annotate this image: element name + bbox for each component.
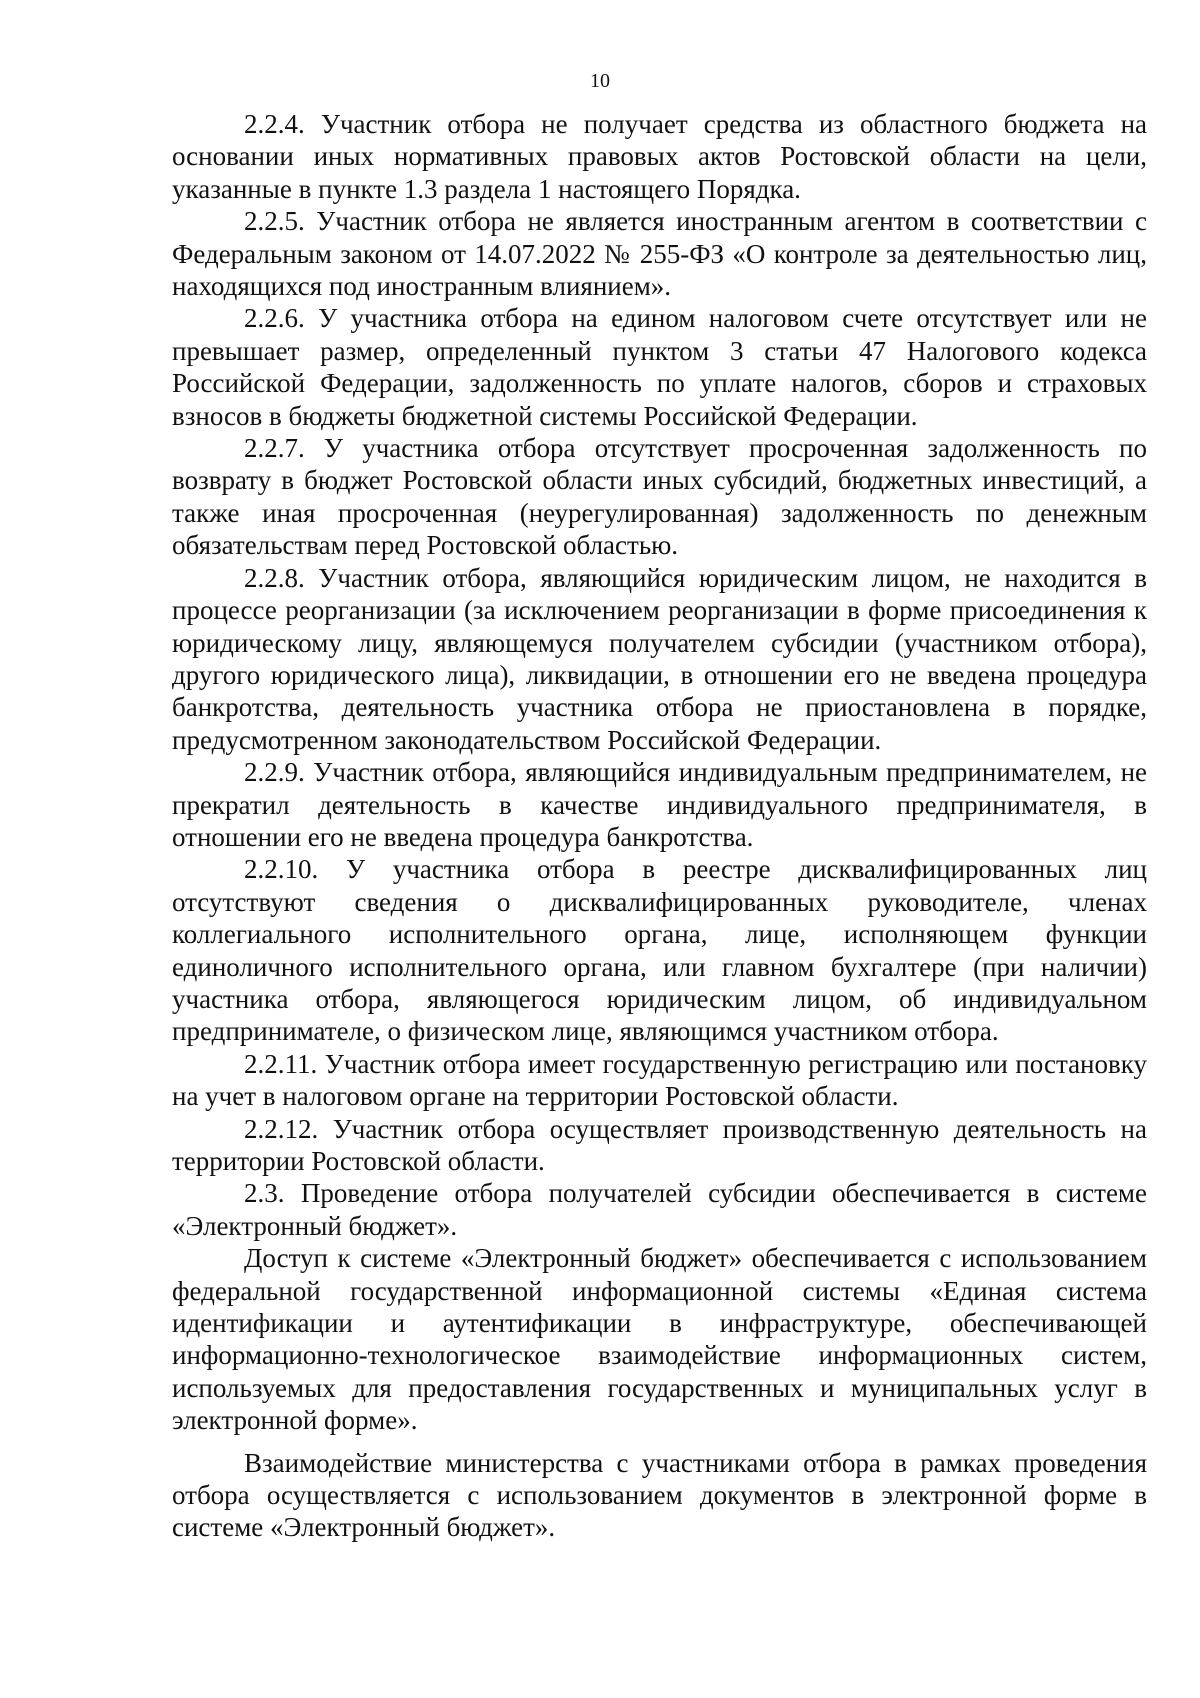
page-number: 10 (590, 70, 610, 92)
paragraph-2-2-8: 2.2.8. Участник отбора, являющийся юридическим лицом, не находится в процессе реорганизации (за исключением реорганизации в форме присоединения к юридическому лицу, являющемуся получателем субсидии (участником отбора), другого юридического лица), ликвидации, в отношении его не введена процедура банкротства, деятельность участника отбора не приостановлена в порядке, предусмотренном законодательством Российской Федерации. (172, 562, 1147, 755)
paragraph-2-2-4: 2.2.4. Участник отбора не получает средства из областного бюджета на основании иных нормативных правовых актов Ростовской области на цели, указанные в пункте 1.3 раздела 1 настоящего Порядка. (172, 109, 1147, 204)
paragraph-2-2-11: 2.2.11. Участник отбора имеет государственную регистрацию или постановку на учет в налоговом органе на территории Ростовской области. (172, 1048, 1147, 1112)
document-body (172, 108, 1147, 1544)
paragraph-2-2-10: 2.2.10. У участника отбора в реестре дисквалифицированных лиц отсутствуют сведения о дисквалифицированных руководителе, членах коллегиального исполнительного органа, лице, исполняющем функции единоличного исполнительного органа, или главном бухгалтере (при наличии) участника отбора, являющегося юридическим лицом, об индивидуальном предпринимателе, о физическом лице, являющимся участником отбора. (172, 854, 1147, 1047)
paragraph-2-2-5: 2.2.5. Участник отбора не является иностранным агентом в соответствии с Федеральным законом от 14.07.2022 № 255-ФЗ «О контроле за деятельностью лиц, находящихся под иностранным влиянием». (172, 206, 1147, 302)
paragraph-2-2-9: 2.2.9. Участник отбора, являющийся индивидуальным предпринимателем, не прекратил деятельность в качестве индивидуального предпринимателя, в отношении его не введена процедура банкротства. (172, 757, 1147, 852)
paragraph-2-2-12: 2.2.12. Участник отбора осуществляет производственную деятельность на территории Ростовской области. (172, 1113, 1147, 1176)
paragraph-access: Доступ к системе «Электронный бюджет» обеспечивается с использованием федеральной государственной информационной системы «Единая система идентификации и аутентификации в инфраструктуре, обеспечивающей информационно-технологическое взаимодействие информационных систем, используемых для предоставления государственных и муниципальных услуг в электронной форме». (172, 1243, 1147, 1436)
paragraph-2-3: 2.3. Проведение отбора получателей субсидии обеспечивается в системе «Электронный бюджет». (172, 1178, 1147, 1241)
paragraph-2-2-7: 2.2.7. У участника отбора отсутствует просроченная задолженность по возврату в бюджет Ростовской области иных субсидий, бюджетных инвестиций, а также иная просроченная (неурегулированная) задолженность по денежным обязательствам перед Ростовской областью. (172, 433, 1147, 561)
paragraph-2-2-6: 2.2.6. У участника отбора на едином налоговом счете отсутствует или не превышает размер, определенный пунктом 3 статьи 47 Налогового кодекса Российской Федерации, задолженность по уплате налогов, сборов и страховых взносов в бюджеты бюджетной системы Российской Федерации. (172, 303, 1147, 431)
paragraph-interaction: Взаимодействие министерства с участниками отбора в рамках проведения отбора осуществляется с использованием документов в электронной форме в системе «Электронный бюджет». (172, 1447, 1147, 1543)
